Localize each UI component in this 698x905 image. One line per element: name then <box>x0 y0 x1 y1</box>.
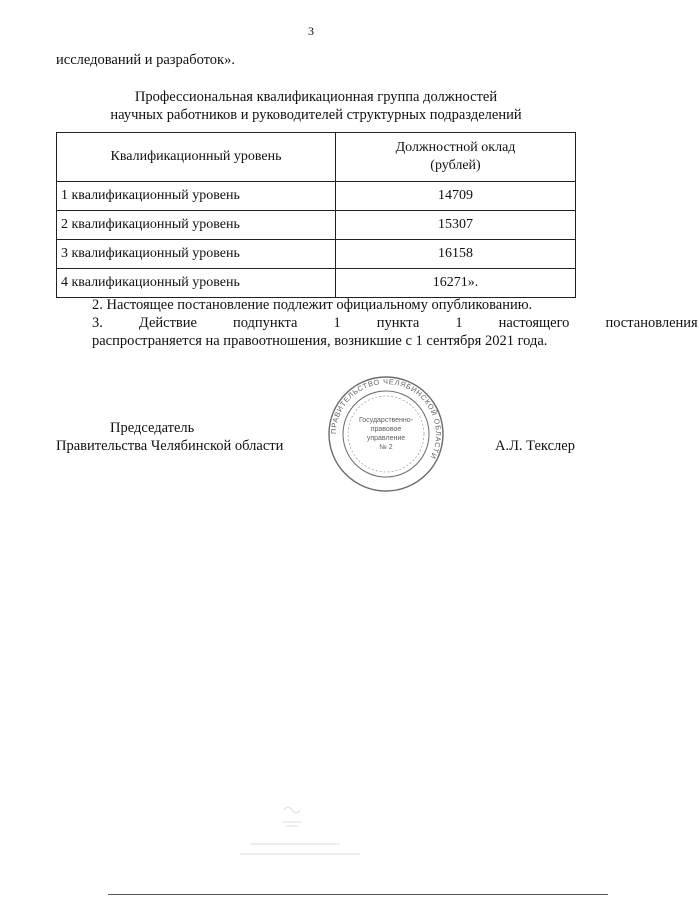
p3-word: Действие <box>138 315 197 331</box>
seal-inner-line-3: управление <box>366 435 406 442</box>
paragraph-3-line-2: распространяется на правоотношения, возникшие с 1 сентября 2021 года. <box>92 333 548 349</box>
paragraph-3-line-1 <box>56 314 698 332</box>
table-row <box>57 211 576 240</box>
heading-line-2: научных работников и руководителей структурных подразделений <box>110 107 522 123</box>
salary-table <box>56 132 576 298</box>
salary-cell: 16271». <box>336 269 576 298</box>
level-cell: 3 квалификационный уровень <box>57 240 336 269</box>
level-cell: 4 квалификационный уровень <box>57 269 336 298</box>
p3-word: подпункта <box>232 315 298 331</box>
seal-inner-line-4: № 2 <box>379 444 393 451</box>
heading-line-1: Профессиональная квалификационная группа должностей <box>134 89 498 105</box>
p3-word: 1 <box>455 315 463 331</box>
signatory-name: А.Л. Текслер <box>495 438 575 454</box>
table-heading <box>56 88 576 124</box>
table-header-row <box>57 133 576 182</box>
p3-word: 3. <box>92 315 103 331</box>
seal-inner-line-2: правовое <box>370 426 402 433</box>
table-row <box>57 269 576 298</box>
header-salary-line-2: (рублей) <box>430 158 481 173</box>
official-seal-stamp <box>326 374 446 494</box>
header-salary-cell <box>336 133 576 182</box>
header-level-cell: Квалификационный уровень <box>57 133 336 182</box>
p3-word: настоящего <box>498 315 570 331</box>
p3-word: пункта <box>376 315 420 331</box>
table-row <box>57 182 576 211</box>
p3-word: постановления <box>605 315 698 331</box>
p3-word: 1 <box>333 315 341 331</box>
faint-bleed-through-marks <box>220 800 420 870</box>
signatory-title-line-1: Председатель <box>110 420 195 436</box>
page-number: 3 <box>308 24 314 38</box>
seal-inner-line-1: Государственно- <box>358 417 414 424</box>
level-cell: 2 квалификационный уровень <box>57 211 336 240</box>
salary-cell: 14709 <box>336 182 576 211</box>
intro-tail-text: исследований и разработок». <box>56 52 235 68</box>
paragraph-3 <box>56 314 698 350</box>
seal-outer-text: ПРАВИТЕЛЬСТВО ЧЕЛЯБИНСКОЙ ОБЛАСТИ <box>328 376 444 461</box>
bottom-rule <box>108 894 608 895</box>
level-cell: 1 квалификационный уровень <box>57 182 336 211</box>
paragraph-2: 2. Настоящее постановление подлежит официальному опубликованию. <box>92 297 533 313</box>
table-row <box>57 240 576 269</box>
header-salary-line-1: Должностной оклад <box>395 140 516 155</box>
signatory-title-line-2: Правительства Челябинской области <box>56 438 284 454</box>
salary-cell: 15307 <box>336 211 576 240</box>
salary-cell: 16158 <box>336 240 576 269</box>
